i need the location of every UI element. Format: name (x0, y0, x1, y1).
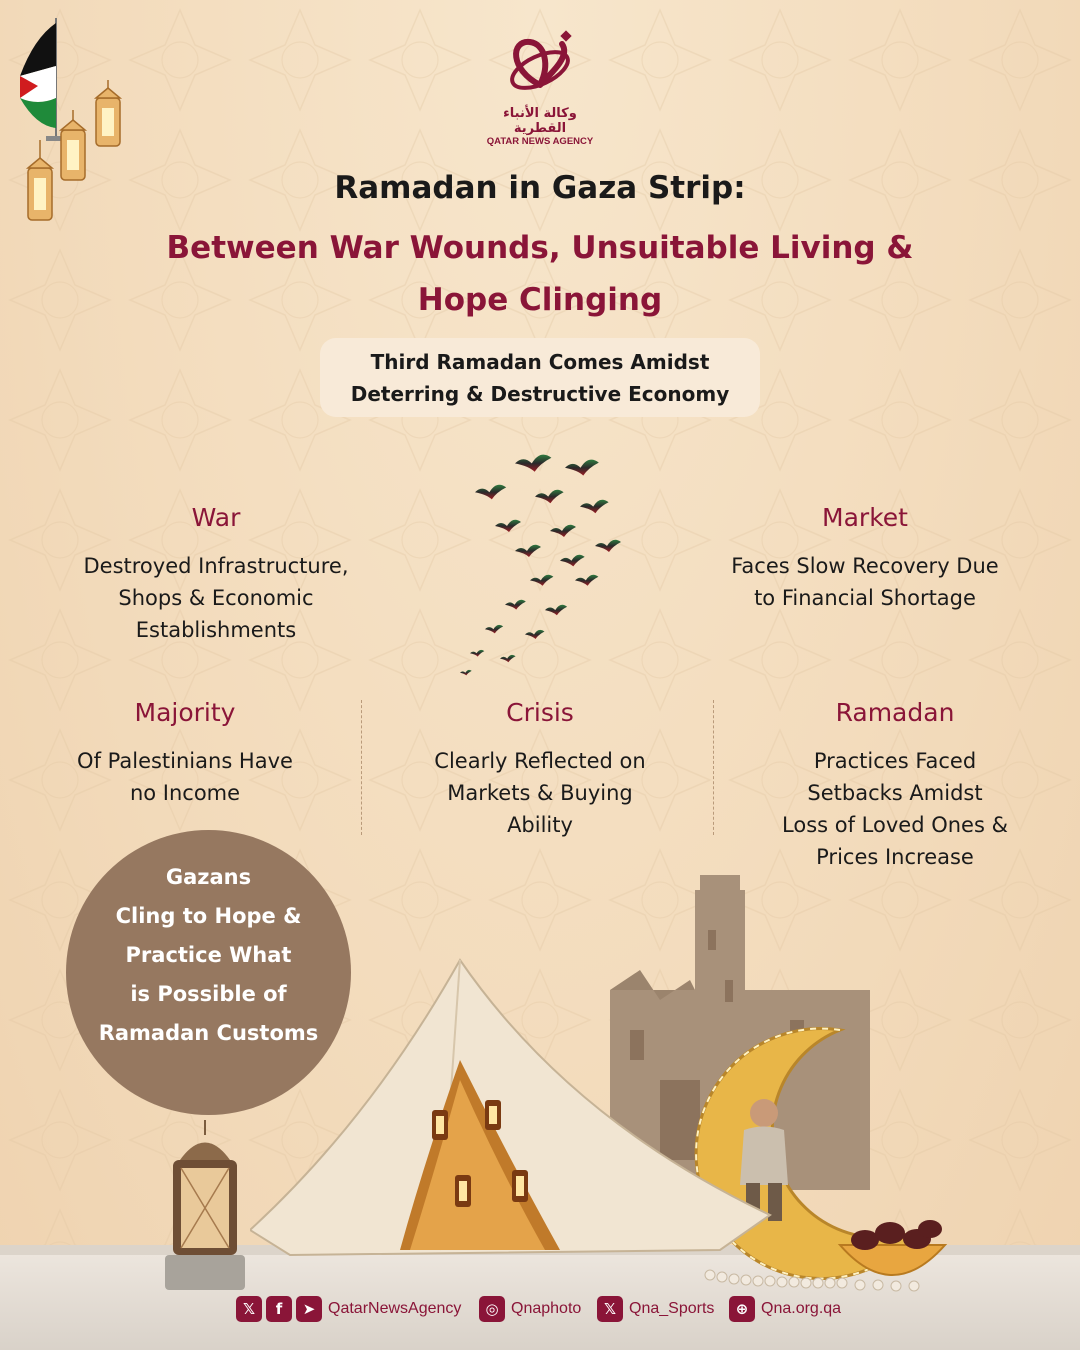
x-icon[interactable]: 𝕏 (236, 1296, 262, 1322)
telegram-icon[interactable]: ➤ (296, 1296, 322, 1322)
instagram-icon[interactable]: ◎ (479, 1296, 505, 1322)
website-text[interactable]: Qna.org.qa (761, 1300, 842, 1317)
block-majority-line: Of Palestinians Have (77, 749, 293, 773)
block-crisis-line: Markets & Buying (447, 781, 633, 805)
hope-callout-line: Gazans (165, 865, 252, 889)
globe-icon[interactable]: ⊕ (729, 1296, 755, 1322)
block-ramadan-line: Setbacks Amidst (807, 781, 983, 805)
block-war-head: War (191, 503, 241, 532)
hope-callout-circle (66, 830, 351, 1115)
divider-left (361, 700, 362, 835)
divider-right (713, 700, 714, 835)
block-market-line: to Financial Shortage (754, 586, 976, 610)
hope-callout-line: Cling to Hope & (115, 904, 302, 928)
block-crisis (390, 698, 690, 841)
hope-callout-line: is Possible of (130, 982, 287, 1006)
block-war-line: Destroyed Infrastructure, (83, 554, 349, 578)
block-war-line: Establishments (135, 618, 297, 642)
social-sports[interactable] (597, 1296, 714, 1322)
subtitle-line2: Deterring & Destructive Economy (350, 382, 730, 406)
logo-english-text: QATAR NEWS AGENCY (486, 136, 594, 147)
block-ramadan-line: Prices Increase (816, 845, 974, 869)
title-subhead (0, 222, 1080, 326)
title-line2: Between War Wounds, Unsuitable Living & (166, 230, 914, 266)
lantern-icon (165, 1120, 245, 1295)
block-crisis-line: Clearly Reflected on (434, 749, 646, 773)
block-war (56, 503, 376, 646)
block-ramadan-body (745, 745, 1045, 873)
block-war-line: Shops & Economic (118, 586, 314, 610)
block-majority-head: Majority (134, 698, 236, 727)
block-crisis-body (390, 745, 690, 841)
hope-callout-line: Ramadan Customs (98, 1021, 319, 1045)
social-footer (0, 1296, 1080, 1332)
block-ramadan-line: Practices Faced (813, 749, 977, 773)
block-ramadan-line: Loss of Loved Ones & (782, 813, 1008, 837)
subtitle-box (320, 338, 760, 417)
qna-logo (486, 30, 594, 147)
lantern-icon (18, 80, 128, 240)
subtitle-line1: Third Ramadan Comes Amidst (370, 350, 710, 374)
block-market-body (700, 550, 1030, 614)
social-photo[interactable] (479, 1296, 581, 1322)
qna-logo-icon (500, 30, 580, 100)
block-majority (40, 698, 330, 809)
block-market-head: Market (822, 503, 908, 532)
block-crisis-head: Crisis (506, 698, 574, 727)
social-main[interactable] (236, 1296, 461, 1322)
block-ramadan (745, 698, 1045, 873)
block-majority-line: no Income (129, 781, 241, 805)
block-ramadan-head: Ramadan (835, 698, 955, 727)
hope-callout-line: Practice What (125, 943, 292, 967)
block-war-body (56, 550, 376, 646)
website-link[interactable] (729, 1296, 841, 1322)
logo-arabic-text: وكالة الأنباء القطرية (503, 106, 577, 136)
block-market (700, 503, 1030, 614)
handle-main[interactable]: QatarNewsAgency (328, 1300, 462, 1317)
block-market-line: Faces Slow Recovery Due (731, 554, 999, 578)
title-line1: Ramadan in Gaza Strip: (334, 170, 746, 206)
handle-sports[interactable]: Qna_Sports (629, 1300, 715, 1317)
birds-icon (455, 445, 630, 685)
x-icon[interactable]: 𝕏 (597, 1296, 623, 1322)
block-majority-body (40, 745, 330, 809)
title-line3: Hope Clinging (417, 282, 663, 318)
block-crisis-line: Ability (507, 813, 573, 837)
facebook-icon[interactable]: f (266, 1296, 292, 1322)
handle-photo[interactable]: Qnaphoto (511, 1300, 582, 1317)
